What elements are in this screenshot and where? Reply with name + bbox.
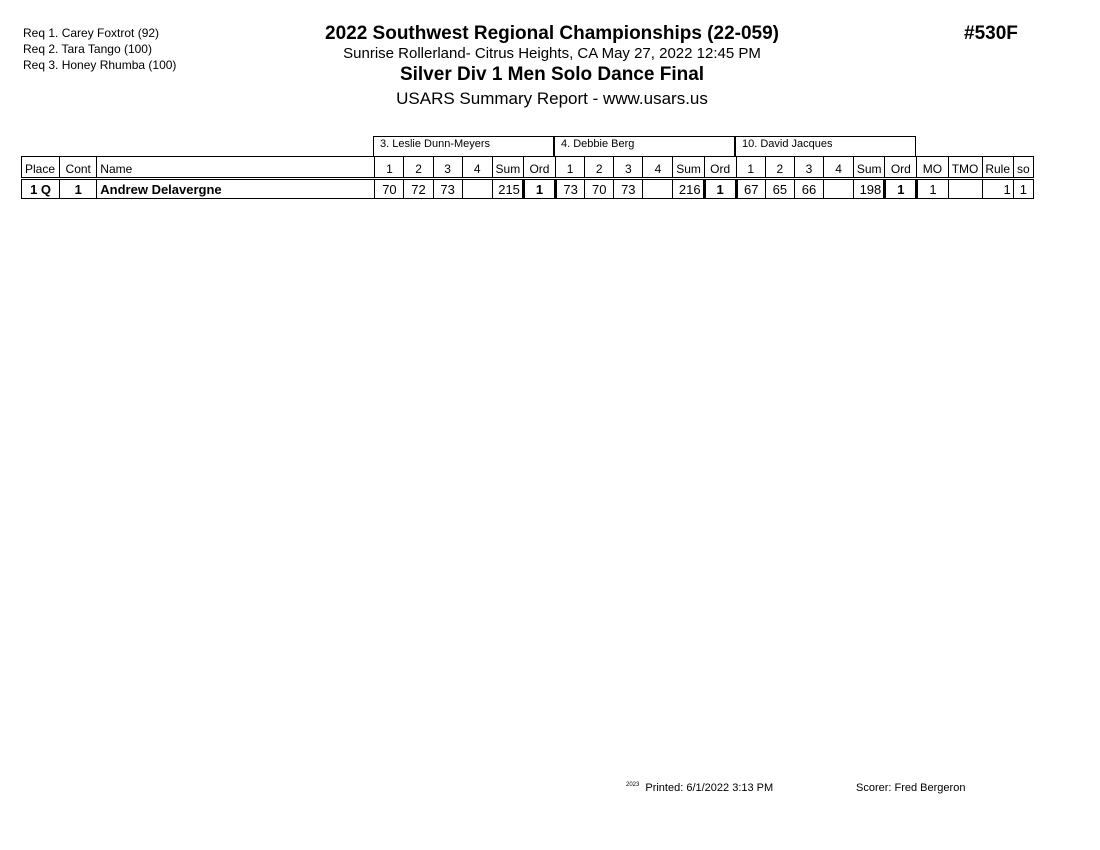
- requirement-item: Req 2. Tara Tango (100): [23, 42, 152, 56]
- score-cell: 73: [614, 179, 643, 199]
- ordinal-cell: 1: [885, 179, 917, 199]
- mo-cell: 1: [917, 179, 948, 199]
- competition-title: 2022 Southwest Regional Championships (22-059): [325, 23, 779, 44]
- col-header-score-2: 2: [765, 157, 794, 179]
- event-title: Silver Div 1 Men Solo Dance Final: [399, 64, 705, 85]
- col-header-cont: Cont: [60, 157, 97, 179]
- printed-timestamp: [626, 782, 773, 794]
- venue-datetime: Sunrise Rollerland- Citrus Heights, CA May 27, 2022 12:45 PM: [343, 45, 761, 62]
- ordinal-cell: 1: [704, 179, 736, 199]
- col-header-sum: Sum: [854, 157, 885, 179]
- ordinal-cell: 1: [523, 179, 555, 199]
- col-header-score-1: 1: [375, 157, 404, 179]
- col-header-rule: Rule: [982, 157, 1013, 179]
- col-header-score-3: 3: [794, 157, 823, 179]
- col-header-score-4: 4: [643, 157, 673, 179]
- results-table: [21, 156, 1034, 199]
- requirement-item: Req 3. Honey Rhumba (100): [23, 58, 177, 72]
- score-cell: 73: [433, 179, 462, 199]
- skater-name-cell: Andrew Delavergne: [97, 179, 375, 199]
- col-header-sum: Sum: [673, 157, 704, 179]
- col-header-score-1: 1: [736, 157, 765, 179]
- report-name: USARS Summary Report - www.usars.us: [396, 89, 708, 108]
- requirement-item: Req 1. Carey Foxtrot (92): [23, 26, 160, 40]
- score-cell: [824, 179, 854, 199]
- contestant-number-cell: 1: [60, 179, 97, 199]
- col-header-ord: Ord: [704, 157, 736, 179]
- rule-cell: 1: [982, 179, 1013, 199]
- col-header-name: Name: [97, 157, 375, 179]
- printed-text: Printed: 6/1/2022 3:13 PM: [645, 782, 774, 794]
- sum-cell: 216: [673, 179, 704, 199]
- score-cell: 70: [375, 179, 404, 199]
- score-cell: 72: [404, 179, 433, 199]
- col-header-so: so: [1013, 157, 1033, 179]
- requirements-list: [23, 25, 176, 73]
- col-header-ord: Ord: [885, 157, 917, 179]
- score-cell: 70: [585, 179, 614, 199]
- col-header-mo: MO: [917, 157, 948, 179]
- table-row: [22, 179, 1034, 199]
- score-cell: [462, 179, 492, 199]
- col-header-ord: Ord: [523, 157, 555, 179]
- sum-cell: 198: [854, 179, 885, 199]
- col-header-tmo: TMO: [948, 157, 982, 179]
- tmo-cell: [948, 179, 982, 199]
- judge-name: 3. Leslie Dunn-Meyers: [373, 136, 554, 156]
- col-header-score-3: 3: [614, 157, 643, 179]
- scorer-name: Scorer: Fred Bergeron: [856, 782, 966, 794]
- event-number: #530F: [964, 23, 1018, 44]
- col-header-sum: Sum: [492, 157, 523, 179]
- col-header-score-1: 1: [556, 157, 585, 179]
- col-header-score-4: 4: [462, 157, 492, 179]
- score-cell: [643, 179, 673, 199]
- so-cell: 1: [1013, 179, 1033, 199]
- col-header-score-2: 2: [404, 157, 433, 179]
- report-header: [300, 22, 804, 111]
- score-cell: 66: [794, 179, 823, 199]
- judge-name: 4. Debbie Berg: [554, 136, 735, 156]
- score-cell: 73: [556, 179, 585, 199]
- version-label: 2023: [626, 782, 640, 788]
- place-cell: 1 Q: [22, 179, 60, 199]
- table-header-row: [22, 157, 1034, 179]
- col-header-score-3: 3: [433, 157, 462, 179]
- col-header-score-2: 2: [585, 157, 614, 179]
- score-cell: 65: [765, 179, 794, 199]
- score-cell: 67: [736, 179, 765, 199]
- judge-name: 10. David Jacques: [735, 136, 916, 156]
- col-header-score-4: 4: [824, 157, 854, 179]
- col-header-place: Place: [22, 157, 60, 179]
- sum-cell: 215: [492, 179, 523, 199]
